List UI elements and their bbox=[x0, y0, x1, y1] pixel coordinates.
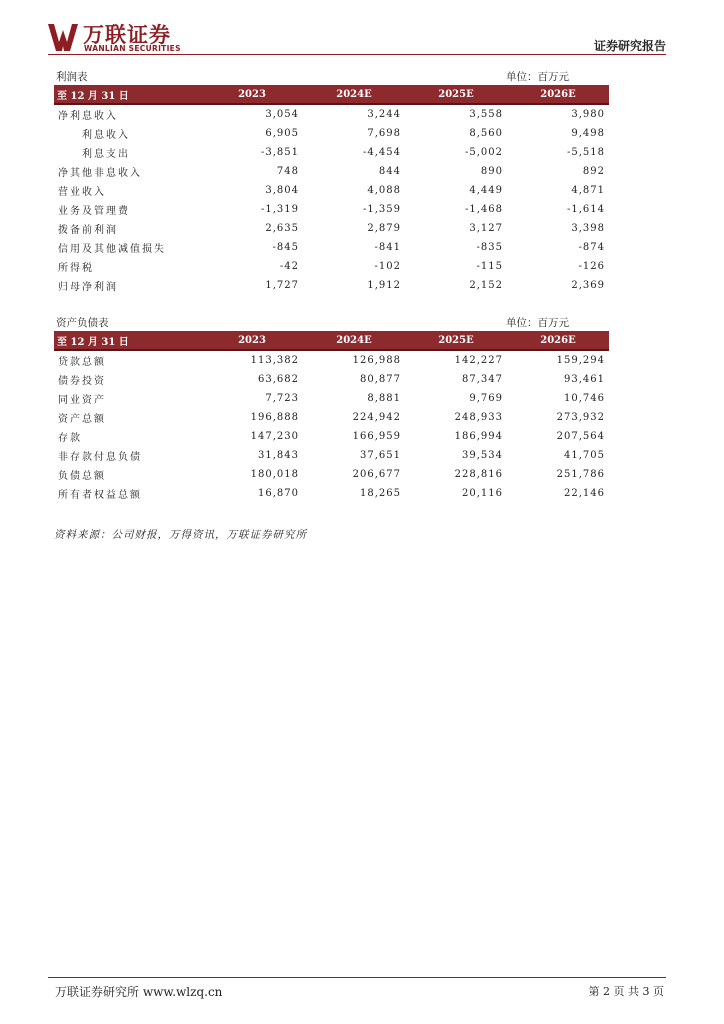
balance-sheet-section bbox=[54, 313, 609, 503]
column-header: 2025E bbox=[405, 85, 507, 104]
report-type-label: 证券研究报告 bbox=[593, 39, 666, 53]
cell-value: 206,677 bbox=[352, 469, 401, 480]
row-label: 利息收入 bbox=[82, 130, 130, 141]
cell-value: 3,398 bbox=[571, 223, 605, 234]
row-label: 非存款付息负债 bbox=[58, 452, 142, 463]
cell-value: 80,877 bbox=[360, 374, 401, 385]
logo-text-cn: 万联证券 bbox=[83, 23, 171, 47]
cell-value: 63,682 bbox=[258, 374, 299, 385]
cell-value: -5,518 bbox=[566, 147, 605, 158]
row-label: 拨备前利润 bbox=[58, 225, 118, 236]
cell-value: 31,843 bbox=[258, 450, 299, 461]
cell-value: 7,698 bbox=[367, 128, 401, 139]
cell-value: 2,369 bbox=[571, 280, 605, 291]
cell-value: -3,851 bbox=[260, 147, 299, 158]
balance-sheet-table bbox=[54, 331, 609, 503]
row-label: 所有者权益总额 bbox=[58, 490, 142, 501]
cell-value: 147,230 bbox=[250, 431, 299, 442]
cell-value: 228,816 bbox=[454, 469, 503, 480]
column-header: 2026E bbox=[507, 85, 609, 104]
cell-value: -115 bbox=[476, 261, 503, 272]
column-header: 2023 bbox=[201, 331, 303, 350]
table-row bbox=[54, 484, 609, 503]
cell-value: 748 bbox=[276, 166, 299, 177]
table-row bbox=[54, 238, 609, 257]
table-row bbox=[54, 350, 609, 370]
table-row bbox=[54, 257, 609, 276]
row-label: 债券投资 bbox=[58, 376, 106, 387]
row-label: 业务及管理费 bbox=[58, 206, 130, 217]
cell-value: -835 bbox=[476, 242, 503, 253]
cell-value: 1,727 bbox=[265, 280, 299, 291]
row-label: 所得税 bbox=[58, 263, 94, 274]
cell-value: 1,912 bbox=[367, 280, 401, 291]
footer-institute-website: 万联证券研究所 www.wlzq.cn bbox=[55, 985, 223, 999]
balance-sheet-title: 资产负债表 bbox=[56, 317, 109, 329]
table-row bbox=[54, 219, 609, 238]
cell-value: 3,558 bbox=[469, 109, 503, 120]
row-label: 利息支出 bbox=[82, 149, 130, 160]
cell-value: 142,227 bbox=[454, 355, 503, 366]
row-label: 存款 bbox=[58, 433, 82, 444]
column-header: 至 12 月 31 日 bbox=[54, 85, 201, 104]
table-row bbox=[54, 389, 609, 408]
logo-text-en: WANLIAN SECURITIES bbox=[84, 44, 181, 53]
cell-value: 224,942 bbox=[352, 412, 401, 423]
column-header: 2026E bbox=[507, 331, 609, 350]
cell-value: 159,294 bbox=[556, 355, 605, 366]
footer-divider bbox=[48, 977, 666, 978]
header-divider bbox=[48, 54, 666, 55]
cell-value: 273,932 bbox=[556, 412, 605, 423]
cell-value: 87,347 bbox=[462, 374, 503, 385]
cell-value: -1,319 bbox=[260, 204, 299, 215]
cell-value: 8,881 bbox=[367, 393, 401, 404]
cell-value: 2,152 bbox=[469, 280, 503, 291]
row-label: 净其他非息收入 bbox=[58, 168, 142, 179]
income-statement-table bbox=[54, 85, 609, 295]
cell-value: 3,054 bbox=[265, 109, 299, 120]
table-row bbox=[54, 370, 609, 389]
cell-value: 4,088 bbox=[367, 185, 401, 196]
table-header-row bbox=[54, 331, 609, 350]
cell-value: 41,705 bbox=[564, 450, 605, 461]
page-header bbox=[0, 0, 724, 60]
row-label: 信用及其他减值损失 bbox=[58, 244, 166, 255]
cell-value: -1,359 bbox=[362, 204, 401, 215]
cell-value: 93,461 bbox=[564, 374, 605, 385]
column-header: 至 12 月 31 日 bbox=[54, 331, 201, 350]
row-label: 负债总额 bbox=[58, 471, 106, 482]
page-number: 第 2 页 共 3 页 bbox=[588, 985, 664, 998]
column-header: 2025E bbox=[405, 331, 507, 350]
cell-value: 126,988 bbox=[352, 355, 401, 366]
cell-value: 196,888 bbox=[250, 412, 299, 423]
cell-value: 39,534 bbox=[462, 450, 503, 461]
cell-value: -126 bbox=[578, 261, 605, 272]
cell-value: 113,382 bbox=[250, 355, 299, 366]
cell-value: 166,959 bbox=[352, 431, 401, 442]
cell-value: -845 bbox=[272, 242, 299, 253]
income-statement-unit: 单位：百万元 bbox=[506, 71, 569, 83]
cell-value: 2,879 bbox=[367, 223, 401, 234]
row-label: 营业收入 bbox=[58, 187, 106, 198]
table-row bbox=[54, 181, 609, 200]
cell-value: 7,723 bbox=[265, 393, 299, 404]
cell-value: -1,614 bbox=[566, 204, 605, 215]
cell-value: 22,146 bbox=[564, 488, 605, 499]
cell-value: 6,905 bbox=[265, 128, 299, 139]
income-statement-section bbox=[54, 67, 609, 295]
table-row bbox=[54, 446, 609, 465]
cell-value: -5,002 bbox=[464, 147, 503, 158]
table-row bbox=[54, 276, 609, 295]
cell-value: 18,265 bbox=[360, 488, 401, 499]
cell-value: 4,871 bbox=[571, 185, 605, 196]
table-row bbox=[54, 465, 609, 484]
cell-value: 892 bbox=[582, 166, 605, 177]
cell-value: -4,454 bbox=[362, 147, 401, 158]
cell-value: 8,560 bbox=[469, 128, 503, 139]
cell-value: 3,244 bbox=[367, 109, 401, 120]
row-label: 资产总额 bbox=[58, 414, 106, 425]
column-header: 2024E bbox=[303, 331, 405, 350]
table-row bbox=[54, 427, 609, 446]
wanlian-logo-icon bbox=[48, 22, 78, 52]
cell-value: 3,980 bbox=[571, 109, 605, 120]
balance-sheet-unit: 单位：百万元 bbox=[506, 317, 569, 329]
cell-value: 3,127 bbox=[469, 223, 503, 234]
row-label: 归母净利润 bbox=[58, 282, 118, 293]
table-row bbox=[54, 124, 609, 143]
cell-value: 251,786 bbox=[556, 469, 605, 480]
cell-value: 844 bbox=[378, 166, 401, 177]
cell-value: -42 bbox=[279, 261, 299, 272]
cell-value: 9,769 bbox=[469, 393, 503, 404]
cell-value: 20,116 bbox=[462, 488, 503, 499]
row-label: 贷款总额 bbox=[58, 357, 106, 368]
table-header-row bbox=[54, 85, 609, 104]
income-statement-title: 利润表 bbox=[56, 71, 88, 83]
row-label: 净利息收入 bbox=[58, 111, 118, 122]
cell-value: -102 bbox=[374, 261, 401, 272]
cell-value: -1,468 bbox=[464, 204, 503, 215]
column-header: 2024E bbox=[303, 85, 405, 104]
table-row bbox=[54, 162, 609, 181]
cell-value: 248,933 bbox=[454, 412, 503, 423]
cell-value: 37,651 bbox=[360, 450, 401, 461]
cell-value: 16,870 bbox=[258, 488, 299, 499]
row-label: 同业资产 bbox=[58, 395, 106, 406]
cell-value: 10,746 bbox=[564, 393, 605, 404]
cell-value: 9,498 bbox=[571, 128, 605, 139]
cell-value: -841 bbox=[374, 242, 401, 253]
table-row bbox=[54, 143, 609, 162]
cell-value: 2,635 bbox=[265, 223, 299, 234]
column-header: 2023 bbox=[201, 85, 303, 104]
cell-value: 890 bbox=[480, 166, 503, 177]
cell-value: 3,804 bbox=[265, 185, 299, 196]
cell-value: -874 bbox=[578, 242, 605, 253]
cell-value: 207,564 bbox=[556, 431, 605, 442]
cell-value: 4,449 bbox=[469, 185, 503, 196]
data-source-note: 资料来源：公司财报，万得资讯，万联证券研究所 bbox=[54, 529, 307, 541]
cell-value: 186,994 bbox=[454, 431, 503, 442]
cell-value: 180,018 bbox=[250, 469, 299, 480]
table-row bbox=[54, 408, 609, 427]
table-row bbox=[54, 200, 609, 219]
table-row bbox=[54, 104, 609, 124]
